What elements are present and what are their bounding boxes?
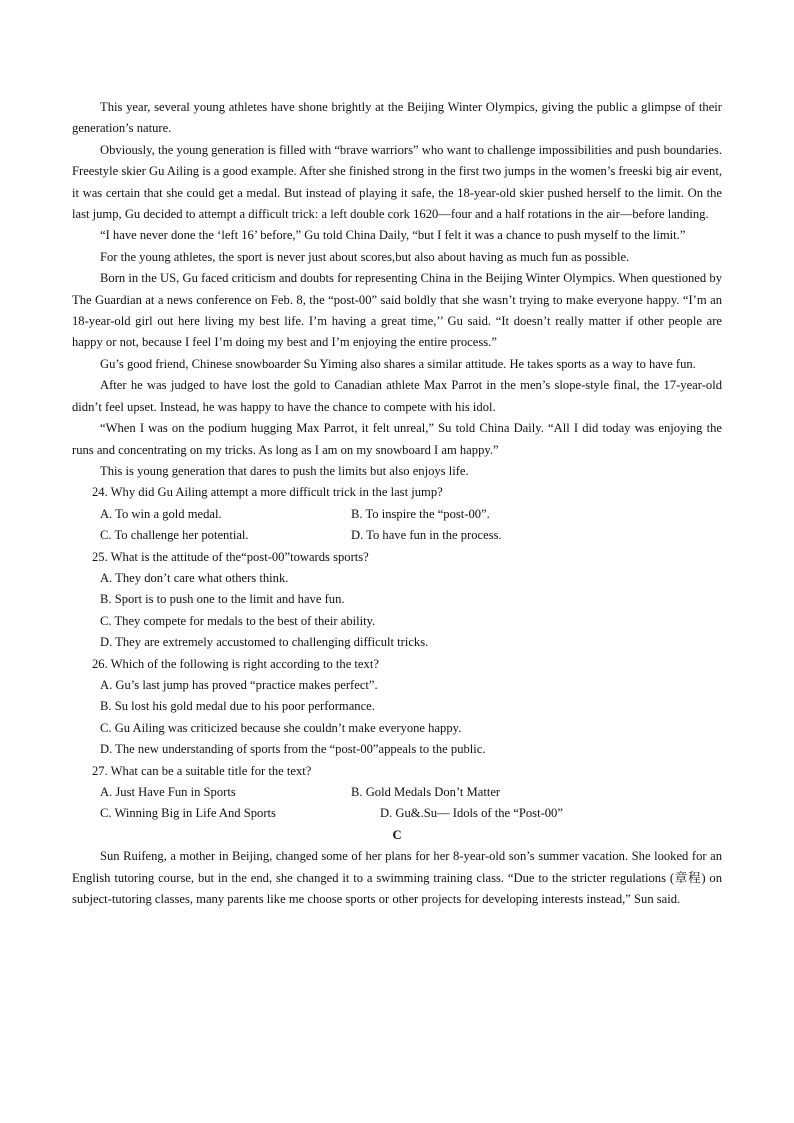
passage-b-paragraph-1: This year, several young athletes have shone brightly at the Beijing Winter Olympics, giving the public a glimpse of their generation’s nature. [72, 100, 722, 136]
question-27-options-row-2 [72, 803, 722, 824]
passage-b-paragraph-9: This is young generation that dares to push the limits but also enjoys life. [100, 463, 469, 478]
section-c-heading: C [392, 827, 402, 842]
question-24-option-d[interactable]: D. To have fun in the process. [351, 528, 502, 543]
question-25-option-a[interactable]: A. They don’t care what others think. [100, 570, 289, 585]
question-24-option-a[interactable]: A. To win a gold medal. [100, 506, 222, 521]
passage-b-paragraph-7: After he was judged to have lost the gold to Canadian athlete Max Parrot in the men’s slope-style final, the 17-year-old didn’t feel upset. Instead, he was happy to have the chance to compete with his idol. [72, 378, 722, 414]
question-24-options-row-2 [72, 525, 722, 546]
question-27-option-c[interactable]: C. Winning Big in Life And Sports [100, 806, 276, 821]
passage-b-paragraph-6: Gu’s good friend, Chinese snowboarder Su Yiming also shares a similar attitude. He takes sports as a way to have fun. [100, 356, 696, 371]
question-25 [72, 547, 722, 654]
passage-c-paragraph-1: Sun Ruifeng, a mother in Beijing, changed some of her plans for her 8-year-old son’s summer vacation. She looked for an English tutoring course, but in the end, she changed it to a swimming training class. “Due to the stricter regulations (章程) on subject-tutoring classes, many parents like me choose sports or other projects for developing interests instead,” Sun said. [72, 849, 722, 907]
question-27-option-d[interactable]: D. Gu&.Su— Idols of the “Post-00” [380, 806, 563, 821]
question-24-option-b[interactable]: B. To inspire the “post-00”. [351, 506, 490, 521]
question-24-text: 24. Why did Gu Ailing attempt a more difficult trick in the last jump? [92, 485, 443, 500]
passage-b-paragraph-5: Born in the US, Gu faced criticism and doubts for representing China in the Beijing Winter Olympics. When questioned by The Guardian at a news conference on Feb. 8, the “post-00” said boldly that she wasn’t trying to make everyone happy. “I’m an 18-year-old girl out here living my best life. I’m having a great time,’’ Gu said. “It doesn’t really matter if other people are happy or not, because I feel I’m doing my best and I’m enjoying the entire process.” [72, 271, 722, 350]
passage-b-paragraph-2: Obviously, the young generation is filled with “brave warriors” who want to challenge impossibilities and push boundaries. Freestyle skier Gu Ailing is a good example. After she finished strong in the first two jumps in the women’s freeski big air event, it was certain that she could get a medal. But instead of playing it safe, the 18-year-old skier pushed herself to the limit. On the last jump, Gu decided to attempt a difficult trick: a left double cork 1620—four and a half rotations in the air—before landing. [72, 142, 722, 222]
question-24 [72, 482, 722, 546]
question-27 [72, 761, 722, 825]
question-26-option-c[interactable]: C. Gu Ailing was criticized because she couldn’t make everyone happy. [100, 720, 462, 735]
question-27-options-row-1 [72, 782, 722, 803]
page-content [72, 97, 722, 910]
question-27-text: 27. What can be a suitable title for the text? [92, 763, 312, 778]
question-25-option-d[interactable]: D. They are extremely accustomed to challenging difficult tricks. [100, 635, 429, 650]
question-24-option-c[interactable]: C. To challenge her potential. [100, 528, 249, 543]
question-25-option-b[interactable]: B. Sport is to push one to the limit and have fun. [100, 592, 345, 607]
passage-b-paragraph-4: For the young athletes, the sport is never just about scores,but also about having as much fun as possible. [100, 249, 630, 264]
question-27-option-a[interactable]: A. Just Have Fun in Sports [100, 785, 236, 799]
question-26-option-a[interactable]: A. Gu’s last jump has proved “practice makes perfect”. [100, 677, 378, 692]
passage-b-paragraph-8: “When I was on the podium hugging Max Parrot, it felt unreal,” Su told China Daily. “All I did today was enjoying the runs and concentrating on my tricks. As long as I am on my snowboard I am happy.” [72, 421, 722, 457]
question-26-text: 26. Which of the following is right according to the text? [92, 656, 379, 671]
question-26-option-b[interactable]: B. Su lost his gold medal due to his poor performance. [100, 699, 375, 714]
question-25-text: 25. What is the attitude of the“post-00”towards sports? [92, 549, 369, 564]
question-26 [72, 654, 722, 761]
passage-b-paragraph-3: “I have never done the ‘left 16’ before,” Gu told China Daily, “but I felt it was a chance to push myself to the limit.” [100, 228, 686, 243]
question-24-options-row-1 [72, 504, 722, 525]
question-25-option-c[interactable]: C. They compete for medals to the best of their ability. [100, 613, 376, 628]
question-26-option-d[interactable]: D. The new understanding of sports from the “post-00”appeals to the public. [100, 742, 486, 757]
question-27-option-b[interactable]: B. Gold Medals Don’t Matter [351, 785, 501, 799]
